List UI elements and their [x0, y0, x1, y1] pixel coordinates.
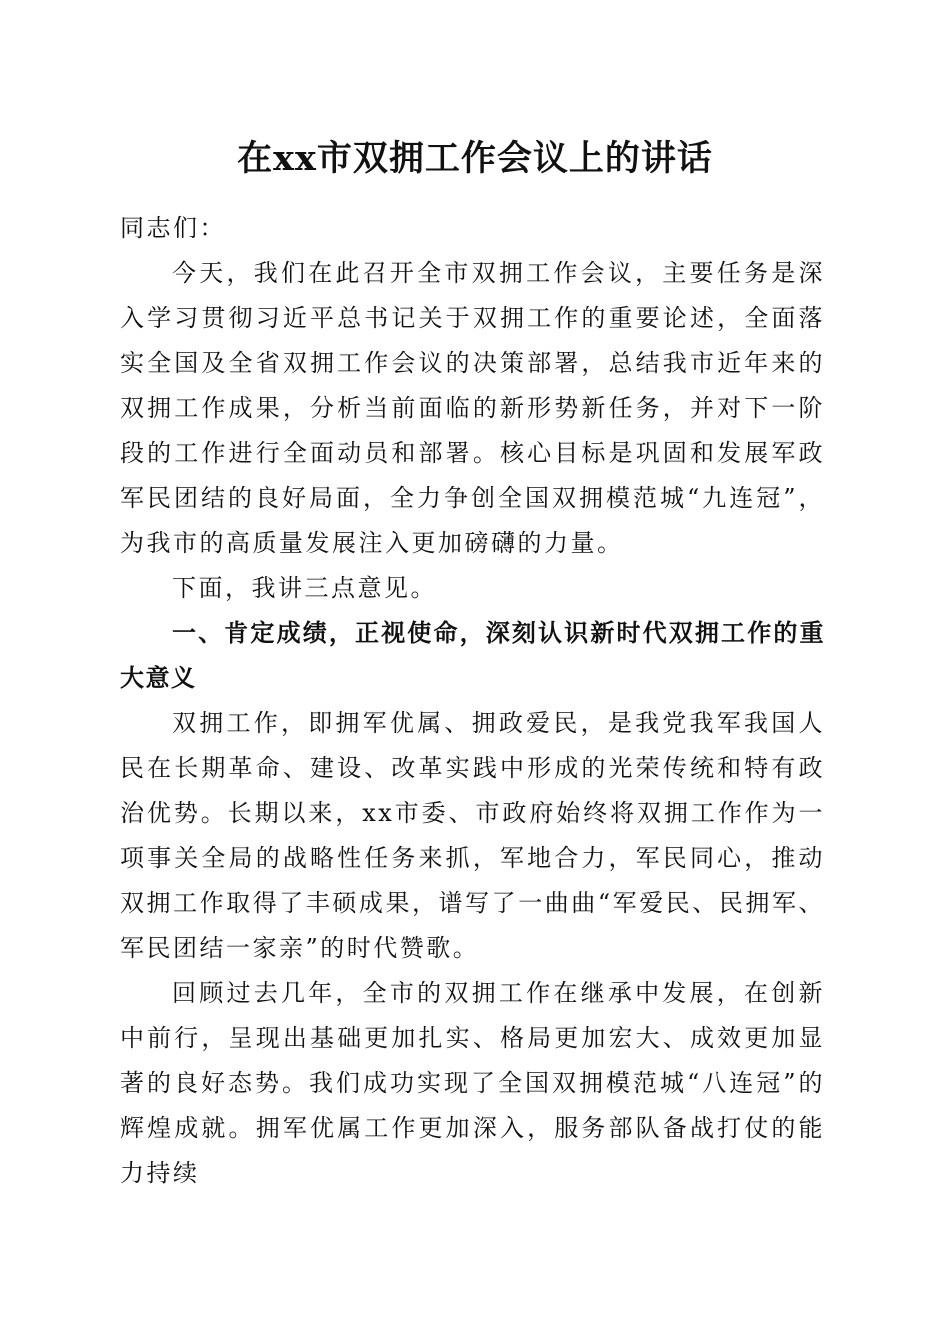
document-body	[120, 206, 825, 1196]
document-title: 在xx市双拥工作会议上的讲话	[237, 138, 713, 179]
salutation: 同志们：	[120, 214, 226, 242]
paragraph-section-one-1: 双拥工作，即拥军优属、拥政爱民，是我党我军我国人民在长期革命、建设、改革实践中形成的光荣传统和特有政治优势。长期以来，xx市委、市政府始终将双拥工作作为一项事关全局的战略性任务来抓，军地合力，军民同心，推动双拥工作取得了丰硕成果，谱写了一曲曲“军爱民、民拥军、军民团结一家亲”的时代赞歌。	[120, 709, 825, 962]
paragraph-opening: 今天，我们在此召开全市双拥工作会议，主要任务是深入学习贯彻习近平总书记关于双拥工作的重要论述，全面落实全国及全省双拥工作会议的决策部署，总结我市近年来的双拥工作成果，分析当前面临的新形势新任务，并对下一阶段的工作进行全面动员和部署。核心目标是巩固和发展军政军民团结的良好局面，全力争创全国双拥模范城“九连冠”，为我市的高质量发展注入更加磅礴的力量。	[120, 259, 825, 557]
paragraph-outline: 下面，我讲三点意见。	[172, 574, 437, 602]
paragraph-section-one-2: 回顾过去几年，全市的双拥工作在继承中发展，在创新中前行，呈现出基础更加扎实、格局更加宏大、成效更加显著的良好态势。我们成功实现了全国双拥模范城“八连冠”的辉煌成就。拥军优属工作更加深入，服务部队备战打仗的能力持续	[120, 979, 825, 1187]
section-heading-one: 一、肯定成绩，正视使命，深刻认识新时代双拥工作的重大意义	[120, 619, 825, 692]
